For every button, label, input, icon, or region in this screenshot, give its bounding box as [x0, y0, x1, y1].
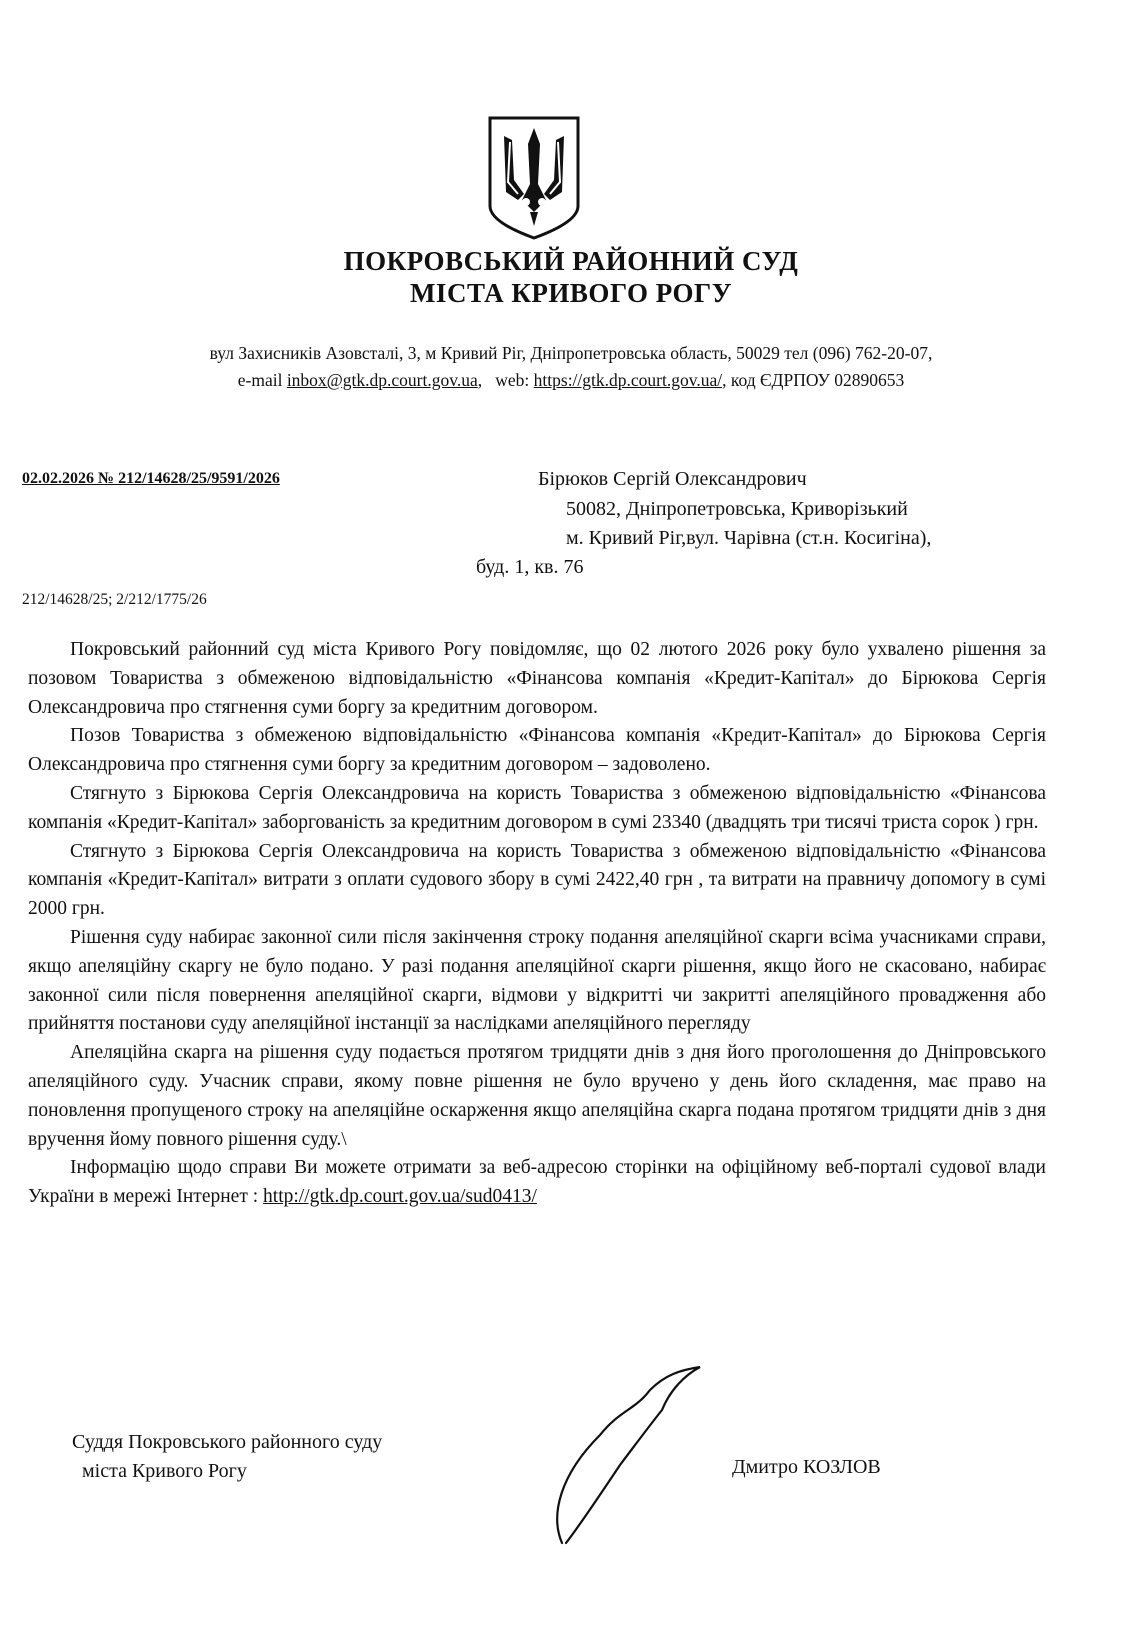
court-address: вул Захисників Азовсталі, 3, м Кривий Ріг, Дніпропетровська область, 50029 тел (096) 762-20-07,: [209, 343, 933, 363]
recipient-address-line1: 50082, Дніпропетровська, Криворізький: [566, 498, 908, 520]
judge-position-line1: Суддя Покровського районного суду: [72, 1431, 383, 1453]
info-text: Інформацію щодо справи Ви можете отримати за веб-адресою сторінки на офіційному веб-порталі судової влади України в мережі Інтернет :: [28, 1157, 1046, 1208]
judge-position-line2: міста Кривого Рогу: [82, 1460, 247, 1482]
notice-body: [28, 636, 1046, 1212]
case-numbers: 212/14628/25; 2/212/1775/26: [22, 591, 207, 608]
recipient-name: Бірюков Сергій Олександрович: [538, 468, 807, 490]
court-email-web-line: e-mail inbox@gtk.dp.court.gov.ua, web: https://gtk.dp.court.gov.ua/, код ЄДРПОУ 02890653: [237, 370, 905, 390]
court-contacts: [0, 340, 1142, 394]
edrpou-code: , код ЄДРПОУ 02890653: [722, 370, 905, 390]
judge-name: Дмитро КОЗЛОВ: [732, 1456, 881, 1478]
web-link[interactable]: https://gtk.dp.court.gov.ua/: [533, 370, 723, 390]
case-info-link[interactable]: http://gtk.dp.court.gov.ua/sud0413/: [263, 1186, 537, 1208]
paragraph-claim-satisfied: Позов Товариства з обмеженою відповідальністю «Фінансова компанія «Кредит-Капітал» до Бірюкова Сергія Олександровича про стягнення суми боргу за кредитним договором – задоволено.: [28, 725, 1046, 776]
handwritten-signature-icon: [540, 1365, 730, 1545]
recipient-address-line2: м. Кривий Ріг,вул. Чарівна (ст.н. Косигіна),: [566, 527, 932, 549]
court-name-line1: ПОКРОВСЬКИЙ РАЙОННИЙ СУД: [343, 246, 799, 276]
web-label: web:: [495, 370, 534, 390]
court-name-line2: МІСТА КРИВОГО РОГУ: [409, 278, 733, 308]
judge-position: [72, 1428, 382, 1486]
paragraph-debt-recovered: Стягнуто з Бірюкова Сергія Олександровича на користь Товариства з обмеженою відповідальністю «Фінансова компанія «Кредит-Капітал» заборгованість за кредитним договором в сумі 23340 (двадцять три тисячі триста сорок ) грн.: [28, 782, 1046, 833]
outgoing-date-number: 02.02.2026 № 212/14628/25/9591/2026: [22, 470, 280, 487]
email-link[interactable]: inbox@gtk.dp.court.gov.ua: [286, 370, 478, 390]
paragraph-costs-recovered: Стягнуто з Бірюкова Сергія Олександровича на користь Товариства з обмеженою відповідальністю «Фінансова компанія «Кредит-Капітал» витрати з оплати судового збору в сумі 2422,40 грн , та витрати на правничу допомогу в сумі 2000 грн.: [28, 840, 1046, 920]
paragraph-info: [28, 1154, 1046, 1212]
email-label: e-mail: [237, 370, 287, 390]
paragraph-decision-notice: Покровський районний суд міста Кривого Рогу повідомляє, що 02 лютого 2026 року було ухвалено рішення за позовом Товариства з обмеженою відповідальністю «Фінансова компанія «Кредит-Капітал» до Бірюкова Сергія Олександровича про стягнення суми боргу за кредитним договором.: [28, 639, 1046, 718]
trident-emblem-icon: [484, 114, 584, 242]
paragraph-appeal: Апеляційна скарга на рішення суду подається протягом тридцяти днів з дня його проголошення до Дніпровського апеляційного суду. Учасник справи, якому повне рішення не було вручено у день його складення, має право на поновлення пропущеного строку на апеляційне оскарження якщо апеляційна скарга подана протягом тридцяти днів з дня вручення йому повного рішення суду.\: [28, 1042, 1046, 1150]
paragraph-legal-force: Рішення суду набирає законної сили після закінчення строку подання апеляційної скарги всіма учасниками справи, якщо апеляційну скаргу не було подано. У разі подання апеляційної скарги рішення, якщо його не скасовано, набирає законної сили після повернення апеляційної скарги, відмови у відкритті чи закритті апеляційного провадження або прийняття постанови суду апеляційної інстанції за наслідками апеляційного перегляду: [28, 926, 1046, 1035]
recipient-address-line3: буд. 1, кв. 76: [476, 556, 584, 578]
